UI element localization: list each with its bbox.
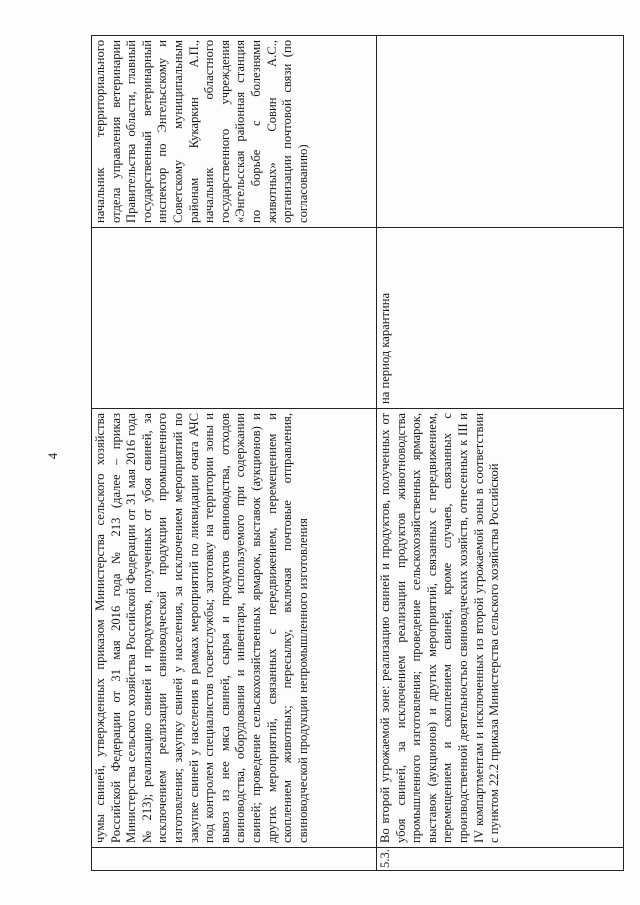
page-number: 4 <box>45 452 60 460</box>
table-row <box>377 36 624 871</box>
row-number-cell: 5.3. <box>377 848 624 871</box>
measure-text-cell: Во второй угрожаемой зоне: реализацию свиней и продуктов, полученных от убоя свиней, за исключением реализации продуктов животноводства промышленного изготовления; проведение сельскохозяйственных ярмарок, выставок (аукционов) и других мероприятий, связанных с передвижением, перемещением и скоплением свиней, кроме случаев, связанных с производственной деятельностью свиноводческих хозяйств, отнесенных к III и IV компартментам и исключенных из второй угрожаемой зоны в соответствии с пунктом 22.2 приказа Министерства сельского хозяйства Российской <box>377 409 624 848</box>
term-cell: на период карантина <box>377 228 624 409</box>
table-row <box>92 36 377 871</box>
row-number-cell <box>92 848 377 871</box>
rotated-table-wrapper <box>91 35 623 871</box>
measure-text-cell: чумы свиней, утвержденных приказом Министерства сельского хозяйства Российской Федерации от 31 мая 2016 года № 213 (далее – приказ Министерства сельского хозяйства Российской Федерации от 31 мая 2016 года № 213); реализацию свиней и продуктов, полученных от убоя свиней, за исключением реализации свиноводческой продукции промышленного изготовления; закупку свиней у населения, за исключением мероприятий по закупке свиней у населения в рамках мероприятий по ликвидации очага АЧС под контролем специалистов госветслужбы; заготовку на территории зоны и вывоз из нее мяса свиней, сырья и продуктов свиноводства, отходов свиноводства, оборудования и инвентаря, используемого при содержании свиней; проведение сельскохозяйственных ярмарок, выставок (аукционов) и других мероприятий, связанных с передвижением, перемещением и скоплением животных; пересылку, включая почтовые отправления, свиноводческой продукции непромышленного изготовления <box>92 409 377 848</box>
measures-table <box>91 35 624 871</box>
responsible-cell <box>377 36 624 228</box>
term-cell <box>92 228 377 409</box>
responsible-cell: начальник территориального отдела управления ветеринарии Правительства области, главный государственный ветеринарный инспектор по Энгельсскому и Советскому муниципальным районам Кукаркин А.П., начальник областного государственного учреждения «Энгельсская районная станция по борьбе с болезнями животных» Совин А.С., организации почтовой связи (по согласованию) <box>92 36 377 228</box>
